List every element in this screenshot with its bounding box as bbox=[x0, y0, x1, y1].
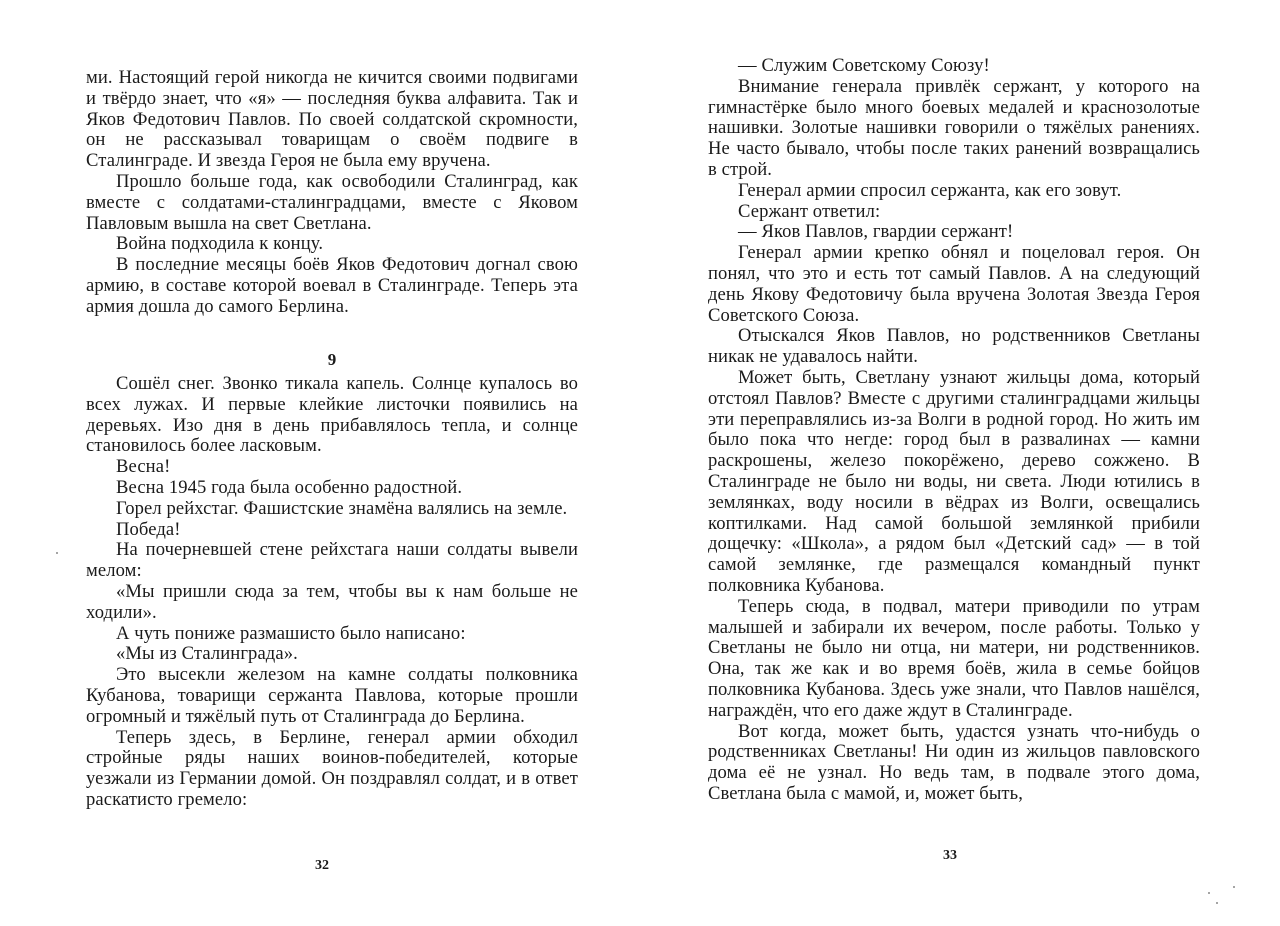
paragraph: Теперь здесь, в Берлине, генерал армии обходил стройные ряды наших воинов-победителей, которые уезжали из Германии домой. Он поздравлял солдат, и в ответ раскатисто гремело: bbox=[86, 726, 578, 810]
paragraph: Может быть, Светлану узнают жильцы дома, который отстоял Павлов? Вместе с другими сталинградцами жильцы эти переправлялись из-за Волги в родной город. Но жить им было пока что негде: город был в развалинах — камни раскрошены, железо покорёжено, дерево сожжено. В Сталинграде не было ни воды, ни света. Люди ютились в землянках, воду носили в вёдрах из Волги, освещались коптилками. Над самой большой землянкой прибили дощечку: «Школа», а рядом был «Детский сад» — в той самой землянке, где размещался командный пункт полковника Кубанова. bbox=[708, 366, 1200, 596]
paragraph: Генерал армии спросил сержанта, как его зовут. bbox=[738, 179, 1122, 201]
paragraph: На почерневшей стене рейхстага наши солдаты вывели мелом: bbox=[86, 539, 578, 582]
paragraph: Внимание генерала привлёк сержант, у которого на гимнастёрке было много боевых медалей и краснозолотые нашивки. Золотые нашивки говорили о тяжёлых ранениях. Не часто бывало, чтобы после таких ранений возвращались в строй. bbox=[708, 75, 1200, 180]
paragraph: Победа! bbox=[116, 518, 181, 540]
chapter-number: 9 bbox=[327, 350, 337, 369]
paragraph: Горел рейхстаг. Фашистские знамёна валялись на земле. bbox=[116, 497, 568, 519]
paragraph: — Яков Павлов, гвардии сержант! bbox=[738, 221, 1014, 243]
paragraph: Прошло больше года, как освободили Сталинград, как вместе с солдатами-сталинградцами, вместе с Яковом Павловым вышла на свет Светлана. bbox=[86, 170, 578, 234]
paragraph: Сошёл снег. Звонко тикала капель. Солнце купалось во всех лужах. И первые клейкие листочки появились на деревьях. Изо дня в день прибавлялось тепла, и солнце становилось более ласковым. bbox=[86, 373, 578, 457]
paragraph: Война подходила к концу. bbox=[116, 233, 324, 255]
scan-speck bbox=[1208, 892, 1210, 894]
paragraph: Теперь сюда, в подвал, матери приводили по утрам малышей и забирали их вечером, после работы. Только у Светланы не было ни отца, ни матери, ни родственников. Она, так же как и во время боёв, жила в семье бойцов полковника Кубанова. Здесь уже знали, что Павлов нашёлся, награждён, что его даже ждут в Сталинграде. bbox=[708, 595, 1200, 721]
scan-speck bbox=[1216, 902, 1218, 904]
page-number-left: 32 bbox=[315, 858, 329, 873]
paragraph: Весна! bbox=[116, 456, 171, 478]
paragraph: В последние месяцы боёв Яков Федотович догнал свою армию, в составе которой воевал в Сталинграде. Теперь эта армия дошла до самого Берлина. bbox=[86, 254, 578, 317]
paragraph: «Мы пришли сюда за тем, чтобы вы к нам больше не ходили». bbox=[86, 580, 578, 623]
scan-speck bbox=[56, 552, 58, 554]
right-page bbox=[708, 0, 1200, 926]
scan-speck bbox=[1233, 886, 1235, 888]
paragraph: Это высекли железом на камне солдаты полковника Кубанова, товарищи сержанта Павлова, которые прошли огромный и тяжёлый путь от Сталинграда до Берлина. bbox=[86, 664, 578, 727]
right-page-text bbox=[708, 56, 1200, 805]
paragraph: ми. Настоящий герой никогда не кичится своими подвигами и твёрдо знает, что «я» — последняя буква алфавита. Так и Яков Федотович Павлов. По своей солдатской скромности, он не рассказывал товарищам о своём подвиге в Сталинграде. И звезда Героя не была ему вручена. bbox=[86, 67, 578, 172]
paragraph: Генерал армии крепко обнял и поцеловал героя. Он понял, что это и есть тот самый Павлов. А на следующий день Якову Федотовичу была вручена Золотая Звезда Героя Советского Союза. bbox=[708, 242, 1200, 326]
paragraph: Сержант ответил: bbox=[738, 200, 881, 222]
paragraph: Отыскался Яков Павлов, но родственников Светланы никак не удавалось найти. bbox=[708, 325, 1200, 368]
left-page-text-top bbox=[86, 68, 578, 318]
paragraph: «Мы из Сталинграда». bbox=[116, 643, 298, 665]
page-number-right: 33 bbox=[943, 848, 957, 863]
left-page-text-bottom bbox=[86, 374, 578, 811]
paragraph: Весна 1945 года была особенно радостной. bbox=[116, 476, 463, 498]
left-page bbox=[86, 0, 578, 926]
paragraph: — Служим Советскому Союзу! bbox=[738, 55, 990, 76]
paragraph: Вот когда, может быть, удастся узнать что-нибудь о родственниках Светланы! Ни один из жильцов павловского дома её не узнал. Но ведь там, в подвале этого дома, Светлана была с мамой, и, может быть, bbox=[708, 720, 1200, 804]
paragraph: А чуть пониже размашисто было написано: bbox=[116, 622, 466, 644]
